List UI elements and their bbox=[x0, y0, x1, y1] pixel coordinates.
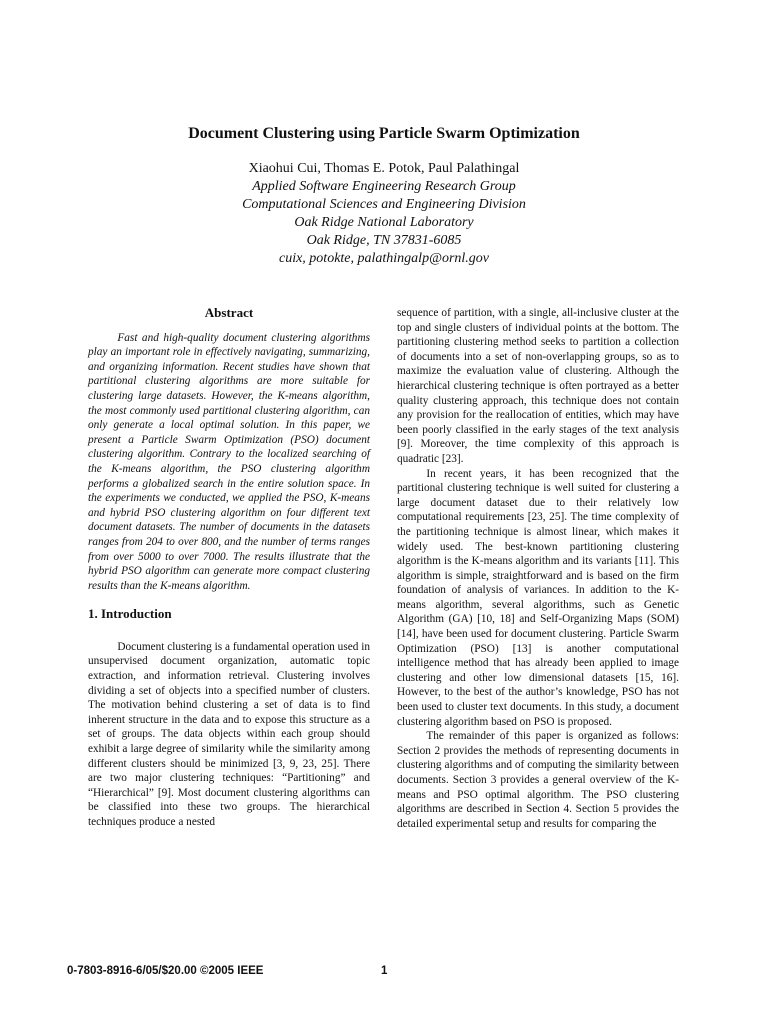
left-column bbox=[88, 306, 370, 830]
page-number: 1 bbox=[381, 965, 388, 977]
introduction-paragraph-3: The remainder of this paper is organized as follows: Section 2 provides the methods of representing documents in clustering algorithms and of computing the similarity between documents. Section 3 provides a general overview of the K-means and PSO optimal algorithm. The PSO clustering algorithms are described in Section 4. Section 5 provides the detailed experimental setup and results for comparing the bbox=[397, 730, 679, 830]
affiliation-division: Computational Sciences and Engineering Division bbox=[242, 197, 526, 212]
abstract-text: Fast and high-quality document clustering algorithms play an important role in effectively navigating, summarizing, and organizing information. Recent studies have shown that partitional clustering algorithms are more suitable for clustering large datasets. However, the K-means algorithm, the most commonly used partitional clustering algorithm, can only generate a local optimal solution. In this paper, we present a Particle Swarm Optimization (PSO) document clustering algorithm. Contrary to the localized searching of the K-means algorithm, the PSO clustering algorithm performs a globalized search in the entire solution space. In the experiments we conducted, we applied the PSO, K-means and hybrid PSO clustering algorithm on four different text document datasets. The number of documents in the datasets ranges from 204 to over 800, and the number of terms ranges from over 5000 to over 7000. The results illustrate that the hybrid PSO algorithm can generate more compact clustering results than the K-means algorithm. bbox=[88, 331, 370, 592]
paper-title: Document Clustering using Particle Swarm Optimization bbox=[188, 125, 580, 142]
introduction-continuation: sequence of partition, with a single, all-inclusive cluster at the top and single clusters of individual points at the bottom. The partitioning clustering method seeks to partition a collection of documents into a set of non-overlapping groups, so as to maximize the evaluation value of clustering. Although the hierarchical clustering technique is often portrayed as a better quality clustering approach, this technique does not contain any provision for the reallocation of entities, which may have been poorly classified in the early stages of the text analysis [9]. Moreover, the time complexity of this approach is quadratic [23]. bbox=[397, 307, 679, 465]
abstract-heading: Abstract bbox=[204, 305, 254, 320]
copyright-footer: 0-7803-8916-6/05/$20.00 ©2005 IEEE bbox=[67, 965, 264, 977]
introduction-heading: 1. Introduction bbox=[88, 606, 172, 622]
author-block bbox=[0, 160, 768, 268]
affiliation-lab: Oak Ridge National Laboratory bbox=[294, 215, 474, 230]
introduction-paragraph-2: In recent years, it has been recognized that the partitional clustering technique is well suited for clustering a large document dataset due to their relatively low computational requirements [23, 25]. The time complexity of the partitioning technique is almost linear, which makes it widely used. The best-known partitioning clustering algorithm is the K-means algorithm and its variants [11]. This algorithm is simple, straightforward and is based on the firm foundation of analysis of variances. In addition to the K-means algorithm, several algorithms, such as Genetic Algorithm (GA) [10, 18] and Self-Organizing Maps (SOM) [14], have been used for document clustering. Particle Swarm Optimization (PSO) [13] is another computational intelligence method that has already been applied to image clustering and other low dimensional datasets [15, 16]. However, to the best of the author’s knowledge, PSO has not been used to cluster text documents. In this study, a document clustering algorithm based on PSO is proposed. bbox=[397, 467, 679, 728]
right-column bbox=[397, 306, 679, 831]
affiliation-group: Applied Software Engineering Research Group bbox=[252, 179, 516, 194]
introduction-paragraph-1: Document clustering is a fundamental operation used in unsupervised document organization, automatic topic extraction, and information retrieval. Clustering involves dividing a set of objects into a specified number of clusters. The motivation behind clustering a set of data is to find inherent structure in the data and to expose this structure as a set of groups. The data objects within each group should exhibit a large degree of similarity while the similarity among different clusters should be minimized [3, 9, 23, 25]. There are two major clustering techniques: “Partitioning” and “Hierarchical” [9]. Most document clustering algorithms can be classified into these two groups. The hierarchical techniques produce a nested bbox=[88, 640, 370, 828]
affiliation-address: Oak Ridge, TN 37831-6085 bbox=[306, 233, 462, 248]
author-emails: cuix, potokte, palathingalp@ornl.gov bbox=[278, 251, 489, 266]
author-names: Xiaohui Cui, Thomas E. Potok, Paul Palathingal bbox=[248, 161, 520, 176]
